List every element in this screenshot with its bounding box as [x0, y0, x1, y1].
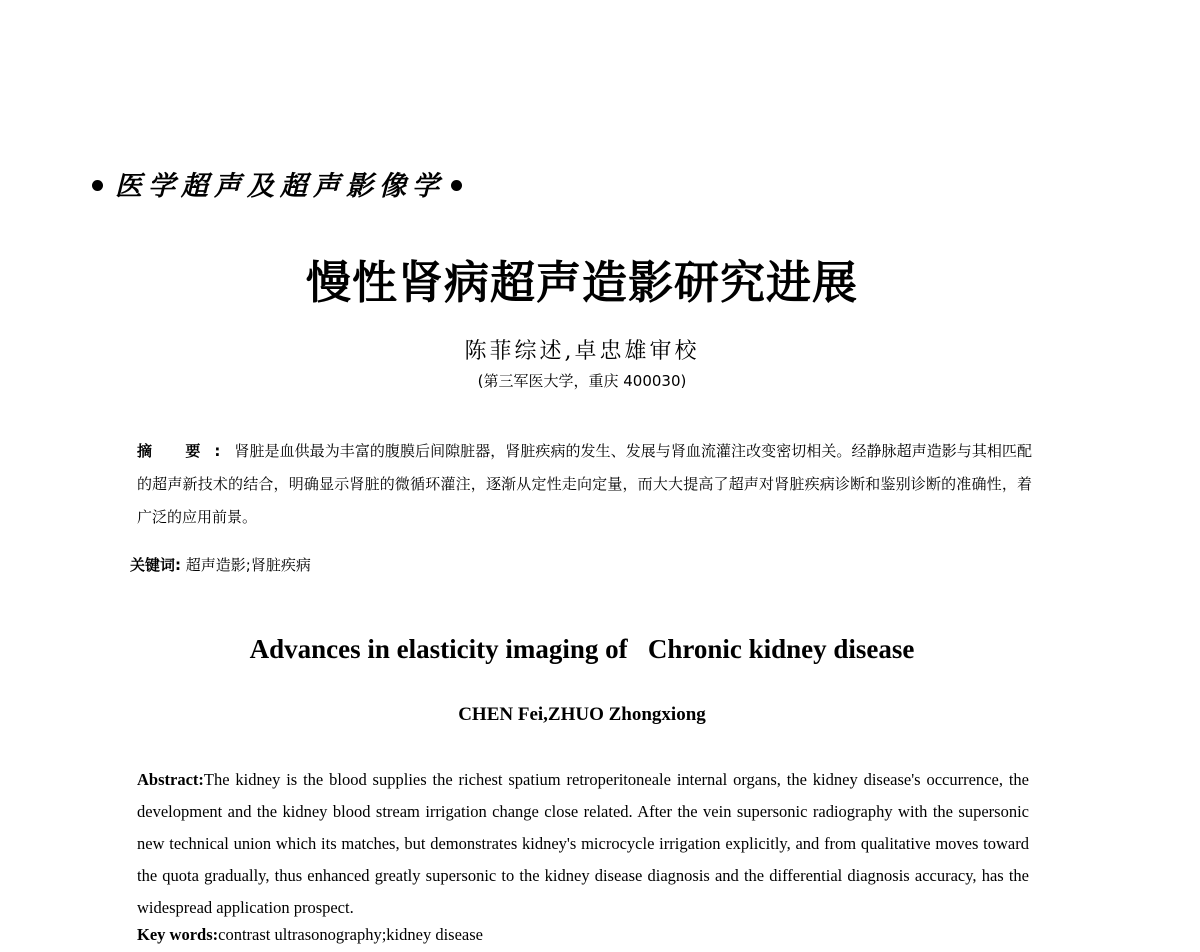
- bullet-icon: [92, 180, 103, 191]
- english-keywords: [137, 925, 483, 945]
- section-tag-text: 医学超声及超声影像学: [115, 171, 445, 202]
- english-abstract-text: The kidney is the blood supplies the richest spatium retroperitoneale internal organs, the kidney disease's occurrence, the development and the kidney blood stream irrigation change close related. After the vein supersonic radiography with the supersonic new technical union which its matches, but demonstrates kidney's microcycle irrigation explicitly, and from qualitative moves toward the quota gradually, thus enhanced greatly supersonic to the kidney disease diagnosis and the differential diagnosis accuracy, has the widespread application prospect.: [137, 770, 1029, 917]
- english-title: Advances in elasticity imaging of Chronic kidney disease: [249, 634, 915, 664]
- bullet-icon: [451, 180, 462, 191]
- chinese-abstract-label: 摘 要:: [137, 442, 235, 460]
- chinese-abstract-text: 肾脏是血供最为丰富的腹膜后间隙脏器，肾脏疾病的发生、发展与肾血流灌注改变密切相关。经静脉超声造影与其相匹配的超声新技术的结合，明确显示肾脏的微循环灌注，逐渐从定性走向定量，而大大提高了超声对肾脏疾病诊断和鉴别诊断的准确性，着广泛的应用前景。: [137, 442, 1032, 526]
- chinese-title: 慢性肾病超声造影研究进展: [305, 256, 858, 309]
- english-abstract-label: Abstract:: [137, 770, 204, 789]
- english-abstract: [137, 764, 1029, 924]
- english-authors: CHEN Fei,ZHUO Zhongxiong: [458, 704, 706, 725]
- section-tag: [92, 164, 462, 203]
- chinese-abstract: [137, 435, 1032, 534]
- chinese-keywords-label: 关键词:: [130, 556, 181, 574]
- chinese-keywords-text: 超声造影;肾脏疾病: [181, 556, 311, 574]
- chinese-keywords: [130, 554, 311, 575]
- chinese-affiliation: (第三军医大学，重庆 400030): [477, 372, 687, 390]
- chinese-authors: 陈菲综述,卓忠雄审校: [464, 339, 700, 364]
- english-keywords-text: contrast ultrasonography;kidney disease: [218, 925, 483, 944]
- english-keywords-label: Key words:: [137, 925, 219, 944]
